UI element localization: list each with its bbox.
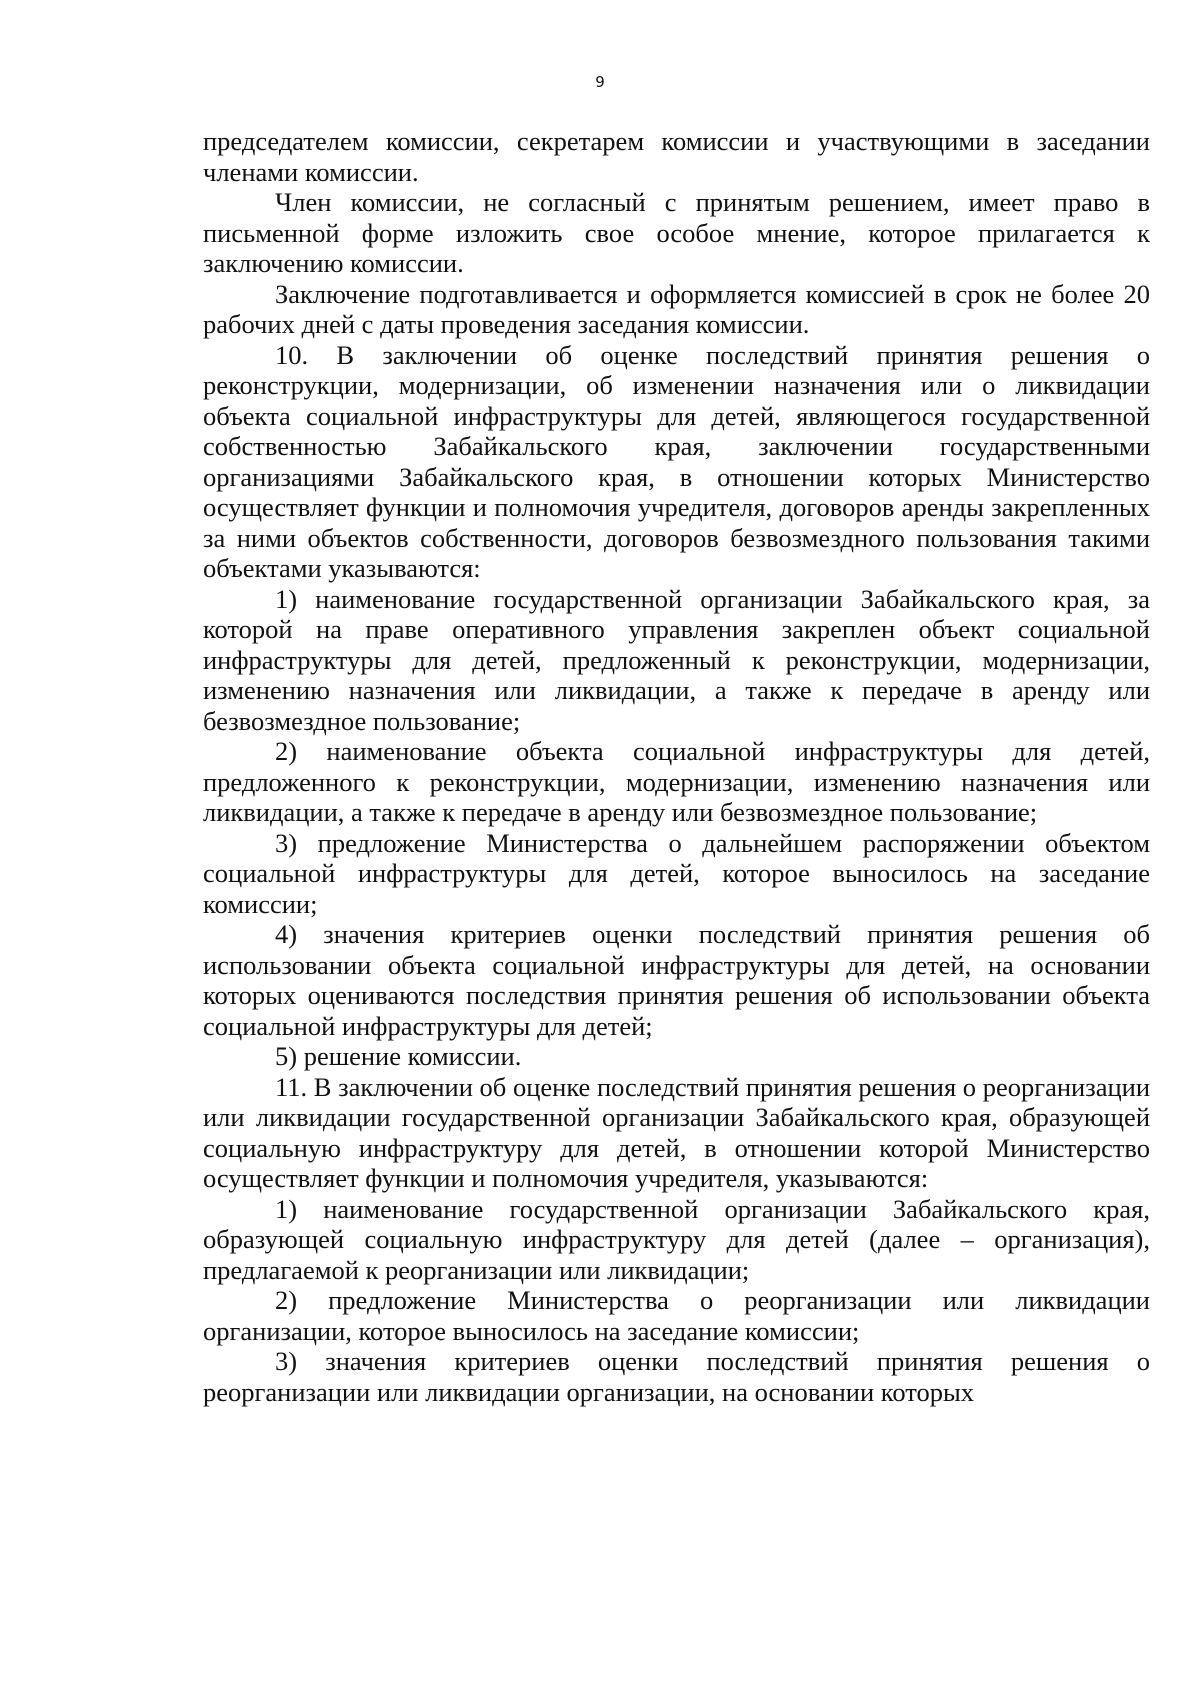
paragraph-item-10-4: 4) значения критериев оценки последствий принятия решения об использовании объекта социальной инфраструктуры для детей, на основании которых оцениваются последствия принятия решения об использовании объекта социальной инфраструктуры для детей; [203,919,1150,1041]
paragraph-item-11-2: 2) предложение Министерства о реорганизации или ликвидации организации, которое выносилось на заседание комиссии; [203,1285,1150,1346]
paragraph-item-11-1: 1) наименование государственной организации Забайкальского края, образующей социальную инфраструктуру для детей (далее – организация), предлагаемой к реорганизации или ликвидации; [203,1193,1150,1285]
paragraph-chairman-signature-end: председателем комиссии, секретарем комиссии и участвующими в заседании членами комиссии. [203,126,1150,187]
paragraph-item-10: 10. В заключении об оценке последствий принятия решения о реконструкции, модернизации, об изменении назначения или о ликвидации объекта социальной инфраструктуры для детей, являющегося государственной собственностью Забайкальского края, заключении государственными организациями Забайкальского края, в отношении которых Министерство осуществляет функции и полномочия учредителя, договоров аренды закрепленных за ними объектов собственности, договоров безвозмездного пользования такими объектами указываются: [203,339,1150,583]
paragraph-item-10-1: 1) наименование государственной организации Забайкальского края, за которой на праве оперативного управления закреплен объект социальной инфраструктуры для детей, предложенный к реконструкции, модернизации, изменению назначения или ликвидации, а также к передаче в аренду или безвозмездное пользование; [203,583,1150,736]
paragraph-item-10-5: 5) решение комиссии. [275,1041,522,1071]
paragraph-item-11: 11. В заключении об оценке последствий принятия решения о реорганизации или ликвидации государственной организации Забайкальского края, образующей социальную инфраструктуру для детей, в отношении которой Министерство осуществляет функции и полномочия учредителя, указываются: [203,1071,1150,1193]
page-number: 9 [595,73,605,91]
paragraph-item-10-3: 3) предложение Министерства о дальнейшем распоряжении объектом социальной инфраструктуры для детей, которое выносилось на заседание комиссии; [203,827,1150,919]
paragraph-item-10-2: 2) наименование объекта социальной инфраструктуры для детей, предложенного к реконструкции, модернизации, изменению назначения или ликвидации, а также к передаче в аренду или безвозмездное пользование; [203,736,1150,827]
document-body [203,126,1150,1407]
paragraph-item-11-3: 3) значения критериев оценки последствий принятия решения о реорганизации или ликвидации организации, на основании которых [203,1346,1150,1407]
paragraph-conclusion-deadline: Заключение подготавливается и оформляется комиссией в срок не более 20 рабочих дней с даты проведения заседания комиссии. [203,278,1150,339]
paragraph-dissenting-opinion: Член комиссии, не согласный с принятым решением, имеет право в письменной форме изложить свое особое мнение, которое прилагается к заключению комиссии. [203,187,1150,278]
